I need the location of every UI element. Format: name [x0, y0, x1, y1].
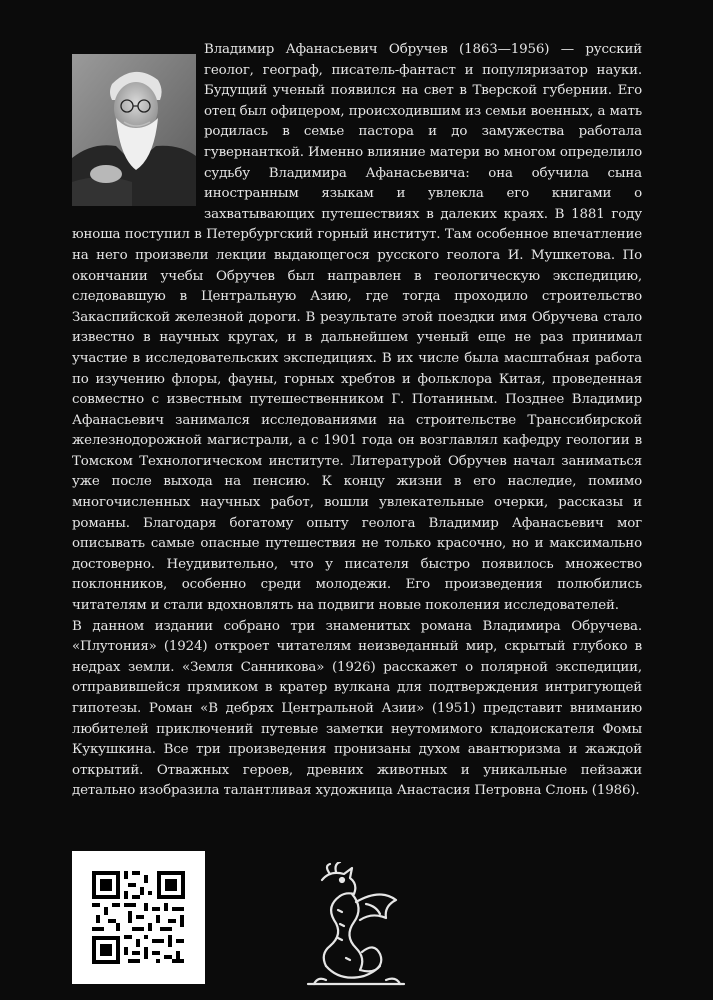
author-portrait [72, 54, 196, 206]
author-portrait-photo [72, 54, 196, 206]
dragon-logo-icon [300, 862, 412, 988]
qr-code [72, 851, 205, 984]
qr-code-icon [72, 851, 205, 984]
annotation-text [72, 40, 642, 802]
paragraph-edition: В данном издании собрано три знаменитых романа Владимира Обручева. «Плутония» (1924) откроет читателям неизведанный мир, скрытый глубоко в недрах земли. «Земля Санникова» (1926) расскажет о полярной экспедиции, отправившейся прямиком в кратер вулкана для подтверждения интригующей гипотезы. Роман «В дебрях Центральной Азии» (1951) представит вниманию любителей приключений путевые заметки неутомимого кладоискателя Фомы Кукушкина. Все три произведения пронизаны духом авантюризма и жаждой открытий. Отважных героев, древних животных и уникальные пейзажи детально изобразила талантливая художница Анастасия Петровна Слонь (1986). [72, 618, 642, 799]
publisher-logo [300, 862, 412, 988]
paragraph-biography: Владимир Афанасьевич Обручев (1863—1956) — русский геолог, географ, писатель-фантаст и популяризатор науки. Будущий ученый появился на свет в Тверской губернии. Его отец был офицером, происходившим из семьи военных, а мать родилась в семье пастора и до замужества работала гувернанткой. Именно влияние матери во многом определило судьбу Владимира Афанасьевича: она обучила сына иностранным языкам и увлекла его книгами о захватывающих путешествиях в далеких краях. В 1881 году юноша поступил в Петербургский горный институт. Там особенное впечатление на него произвели лекции выдающегося русского геолога И. Мушкетова. По окончании учебы Обручев был направлен в геологическую экспедицию, следовавшую в Центральную Азию, где тогда проходило строительство Закаспийской железной дороги. В результате этой поездки имя Обручева стало известно в научных кругах, и в дальнейшем ученый еще не раз принимал участие в исследовательских экспедициях. В их числе была масштабная работа по изучению флоры, фауны, горных хребтов и фольклора Китая, проведенная совместно с известным путешественником Г. Потаниным. Позднее Владимир Афанасьевич занимался исследованиями на строительстве Транссибирской железнодорожной магистрали, а с 1901 года он возглавлял кафедру геологии в Томском Технологическом институте. Литературой Обручев начал заниматься уже после выхода на пенсию. К концу жизни в его наследие, помимо многочисленных научных работ, вошли увлекательные очерки, рассказы и романы. Благодаря богатому опыту геолога Владимир Афанасьевич мог описывать самые опасные путешествия не только красочно, но и максимально достоверно. Неудивительно, что у писателя быстро появилось множество поклонников, особенно среди молодежи. Его произведения полюбились читателям и стали вдохновлять на подвиги новые поколения исследователей. [72, 42, 642, 614]
